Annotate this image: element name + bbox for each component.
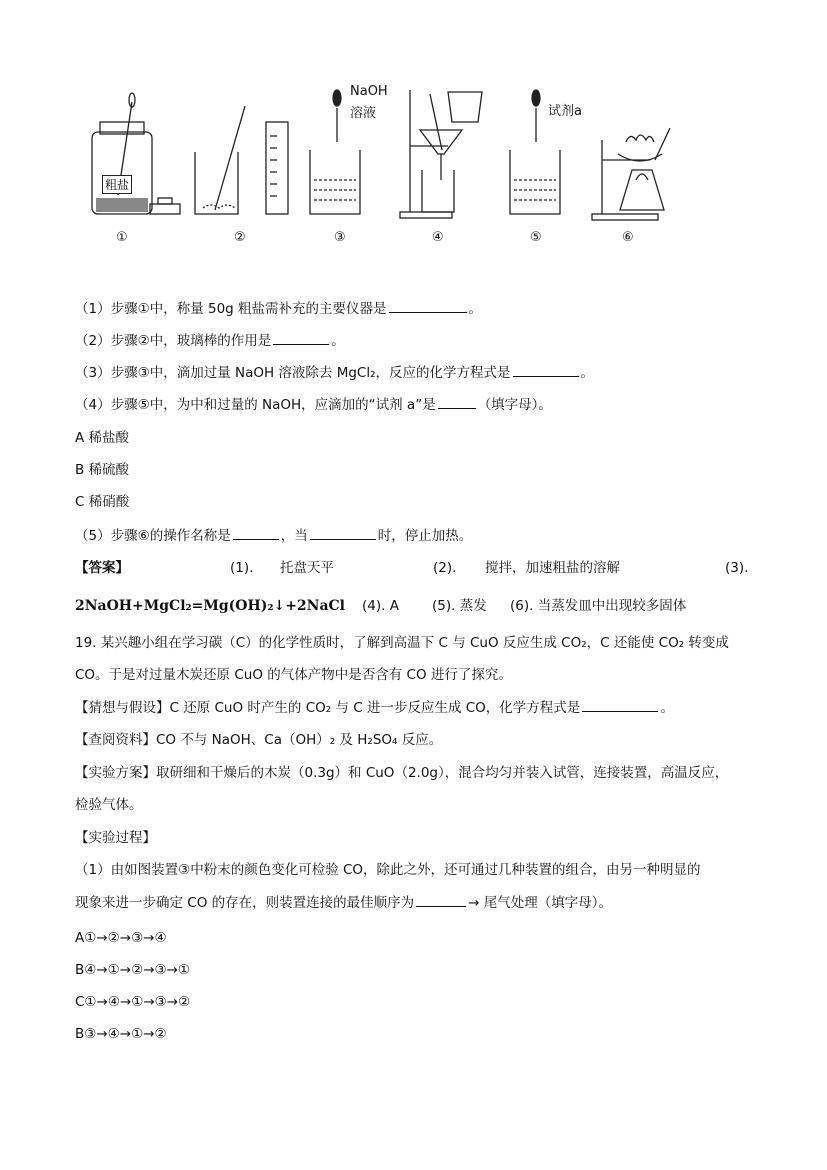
q18-option-c: C 稀硝酸 bbox=[75, 494, 130, 510]
answer-tag: 【答案】 bbox=[75, 560, 129, 576]
q19-process-2 bbox=[75, 892, 612, 913]
answer-blank bbox=[273, 330, 329, 345]
q19-process-2-end: → 尾气处理（填字母）。 bbox=[468, 895, 612, 911]
apparatus-figure bbox=[70, 80, 690, 260]
beaker-stir-icon bbox=[195, 106, 288, 214]
step-2-label: ② bbox=[234, 230, 246, 245]
answer-blank bbox=[310, 525, 376, 540]
step-6-label: ⑥ bbox=[622, 230, 634, 245]
q18-option-a: A 稀盐酸 bbox=[75, 430, 130, 446]
q19-hypothesis bbox=[75, 697, 674, 718]
q18-part5 bbox=[75, 525, 472, 546]
q18-part1-text: （1）步骤①中，称量 50g 粗盐需补充的主要仪器是 bbox=[75, 301, 387, 317]
q19-option-c: C①→④→①→③→② bbox=[75, 994, 191, 1010]
q19-option-a: A①→②→③→④ bbox=[75, 930, 167, 946]
answer-blank bbox=[513, 362, 579, 377]
step-5-label: ⑤ bbox=[530, 230, 542, 245]
q19-hypothesis-end: 。 bbox=[660, 700, 674, 716]
q18-part5-text-b: ，当 bbox=[280, 528, 308, 544]
q19-plan-1: 【实验方案】取研细和干燥后的木炭（0.3g）和 CuO（2.0g），混合均匀并装入试管，连接装置，高温反应， bbox=[75, 765, 729, 781]
q18-option-b: B 稀硫酸 bbox=[75, 462, 130, 478]
q18-part1-end: 。 bbox=[468, 301, 483, 317]
apparatus-illustration bbox=[70, 80, 690, 260]
q19-hypothesis-text: 【猜想与假设】C 还原 CuO 时产生的 CO₂ 与 C 进一步反应生成 CO，化学方程式是 bbox=[75, 700, 581, 716]
salt-label: 粗盐 bbox=[102, 175, 132, 194]
answer-blank bbox=[416, 892, 466, 907]
q19-line-2: CO。于是对过量木炭还原 CuO 的气体产物中是否含有 CO 进行了探究。 bbox=[75, 667, 512, 683]
q18-part4 bbox=[75, 394, 552, 415]
q18-part5-text-a: （5）步骤⑥的操作名称是 bbox=[75, 528, 231, 544]
answer-blank bbox=[233, 525, 279, 540]
q19-option-d: B③→④→①→② bbox=[75, 1026, 167, 1042]
answer-blank bbox=[389, 298, 467, 313]
q18-part5-text-c: 时，停止加热。 bbox=[377, 528, 473, 544]
q18-part1 bbox=[75, 298, 482, 319]
q19-process-2-text: 现象来进一步确定 CO 的存在，则装置连接的最佳顺序为 bbox=[75, 895, 415, 911]
answer-blank bbox=[582, 697, 658, 712]
q18-part3-end: 。 bbox=[580, 365, 595, 381]
answer-row-2 bbox=[75, 596, 755, 616]
solution-label: 溶液 bbox=[350, 106, 377, 121]
q19-option-b: B④→①→②→③→① bbox=[75, 962, 191, 978]
q19-reference: 【查阅资料】CO 不与 NaOH、Ca（OH）₂ 及 H₂SO₄ 反应。 bbox=[75, 732, 443, 748]
q18-part3-text: （3）步骤③中，滴加过量 NaOH 溶液除去 MgCl₂，反应的化学方程式是 bbox=[75, 365, 511, 381]
q19-plan-2: 检验气体。 bbox=[75, 797, 143, 813]
q19-process-1: （1）由如图装置③中粉末的颜色变化可检验 CO，除此之外，还可通过几种装置的组合，由另一种明显的 bbox=[75, 862, 701, 878]
reagent-jar-icon bbox=[92, 93, 180, 214]
step-3-label: ③ bbox=[334, 230, 346, 245]
reagent-a-label: 试剂a bbox=[548, 104, 582, 119]
filtration-icon bbox=[400, 90, 482, 218]
q18-part2 bbox=[75, 330, 345, 351]
answer-3-num: (3). bbox=[725, 560, 749, 576]
answer-2-value: 搅拌，加速粗盐的溶解 bbox=[485, 560, 620, 576]
q18-part4-end: （填字母）。 bbox=[477, 397, 552, 413]
answer-row-1 bbox=[75, 558, 755, 578]
answer-1-num: (1). bbox=[230, 560, 254, 576]
answer-5: (5). 蒸发 bbox=[432, 598, 487, 614]
q19-line-1: 19. 某兴趣小组在学习碳（C）的化学性质时，了解到高温下 C 与 CuO 反应生成 CO₂，C 还能使 CO₂ 转变成 bbox=[75, 635, 729, 651]
q19-process-heading: 【实验过程】 bbox=[75, 830, 156, 846]
q18-part3 bbox=[75, 362, 594, 383]
answer-6: (6). 当蒸发皿中出现较多固体 bbox=[510, 598, 687, 614]
q18-part2-text: （2）步骤②中，玻璃棒的作用是 bbox=[75, 333, 272, 349]
naoh-label: NaOH bbox=[350, 84, 388, 99]
step-1-label: ① bbox=[116, 230, 128, 245]
answer-blank bbox=[438, 394, 476, 409]
answer-equation: 2NaOH+MgCl₂=Mg(OH)₂↓+2NaCl bbox=[75, 598, 345, 614]
q18-part2-end: 。 bbox=[331, 333, 345, 349]
q18-part4-text: （4）步骤⑤中，为中和过量的 NaOH，应滴加的“试剂 a”是 bbox=[75, 397, 436, 413]
answer-2-num: (2). bbox=[433, 560, 457, 576]
answer-1-value: 托盘天平 bbox=[280, 560, 334, 576]
step-4-label: ④ bbox=[432, 230, 444, 245]
evaporation-icon bbox=[592, 128, 670, 220]
answer-4: (4). A bbox=[362, 598, 399, 614]
